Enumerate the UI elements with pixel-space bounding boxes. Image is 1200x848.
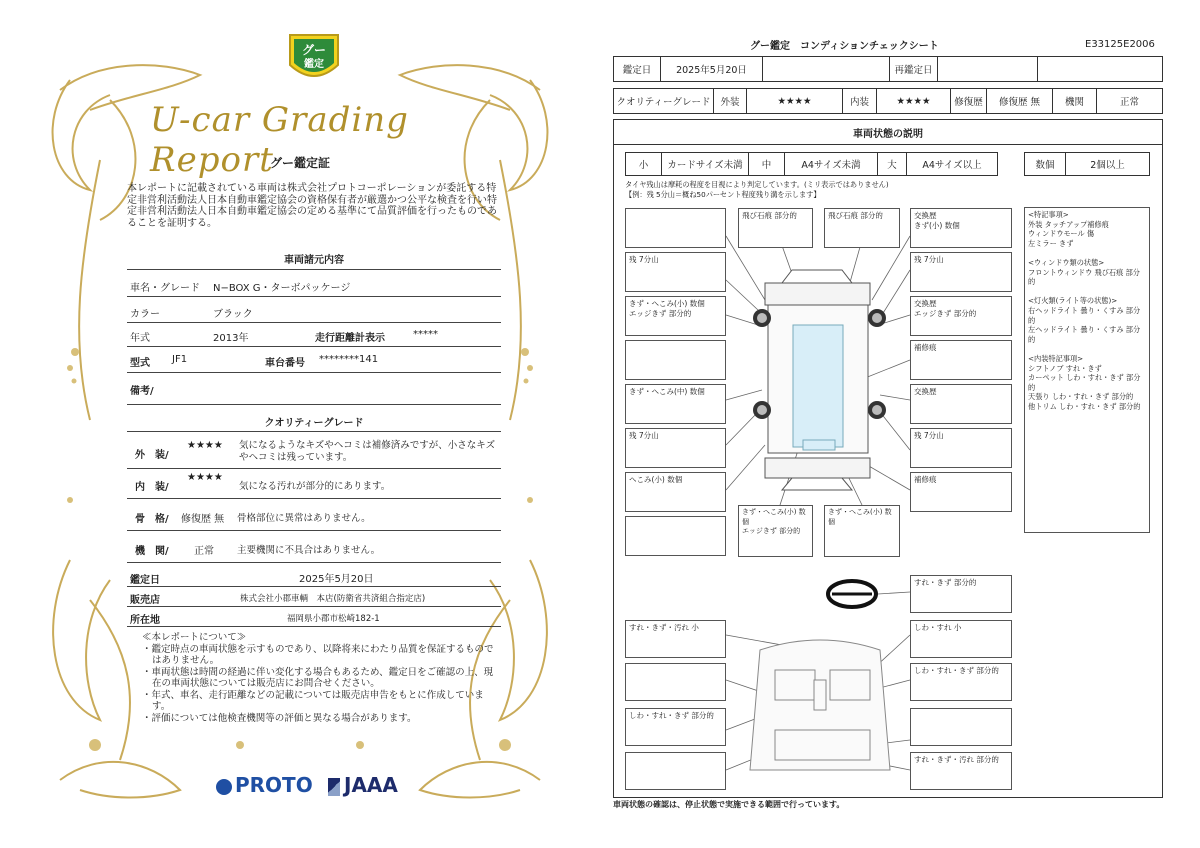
grade-title: クオリティーグレード: [264, 418, 364, 429]
quality-label: クオリティーグレード: [614, 89, 714, 113]
damage-box: 交換歴 きず(小) 数個: [910, 208, 1012, 248]
grade-row-interior: [127, 470, 501, 499]
badge-text-2: 鑑定: [304, 59, 324, 70]
damage-box: 補修痕: [910, 340, 1012, 380]
legend-medium: 中: [749, 153, 785, 175]
damage-box: きず・へこみ(小) 数個: [824, 505, 900, 557]
interior-box: すれ・きず 部分的: [910, 575, 1012, 613]
tire-box: 残 7分山: [910, 252, 1012, 292]
specs-divider: [127, 268, 501, 270]
section-title: 車両状態の説明: [613, 119, 1163, 145]
note-line: シフトノブ すれ・きず: [1028, 363, 1102, 373]
special-notes-box: [1024, 207, 1150, 533]
tire-note-1: タイヤ残山は摩耗の程度を目視により判定しています。(ミリ表示ではありません): [625, 180, 889, 189]
grade-row-engine: [127, 534, 501, 563]
sheet-id: E33125E2006: [1085, 39, 1155, 50]
note-line: <ウィンドウ類の状態>: [1028, 257, 1105, 267]
info-label: 所在地: [130, 615, 160, 626]
notes-title: ≪本レポートについて≫: [142, 632, 247, 643]
info-row-dealer: [127, 588, 501, 607]
interior-box: すれ・きず・汚れ 部分的: [910, 752, 1012, 790]
note-item: ・鑑定時点の車両状態を示すものであり、以降将来にわたり品質を保証するものではありません。: [142, 643, 494, 666]
legend-large: 大: [878, 153, 907, 175]
grade-text: 気になるようなキズやヘコミは補修済みですが、小さなキズやヘコミは残っています。: [239, 440, 496, 463]
grade-value: 正常: [194, 546, 214, 557]
note-line: 左ヘッドライト 曇り・くすみ 部分的: [1028, 325, 1141, 344]
note-item: ・車両状態は時間の経過に伴い変化する場合もあるため、鑑定日をご確認の上、現在の車両状態については販売店にお問合せください。: [142, 666, 494, 689]
spec-value: ブラック: [213, 309, 253, 320]
note-line: <灯火類(ライト等の状態)>: [1028, 296, 1118, 306]
legend-small: 小: [626, 153, 662, 175]
damage-box: 飛び石痕 部分的: [824, 208, 900, 248]
interior-label: 内装: [843, 89, 877, 113]
report-notes: [140, 632, 495, 724]
info-label: 鑑定日: [130, 575, 160, 586]
tire-box: 残 7分山: [910, 428, 1012, 468]
spec-value: N−BOX G・ターボパッケージ: [213, 283, 351, 294]
spec-row-year: [127, 324, 501, 347]
interior-box: しわ・すれ 小: [910, 620, 1012, 658]
legend-large-desc: A4サイズ以上: [922, 160, 982, 171]
info-row-address: [127, 608, 501, 627]
info-row-date: [127, 566, 501, 587]
tire-box: 残 7分山: [625, 252, 726, 292]
spec-value: ********141: [319, 354, 379, 365]
grade-text: 骨格部位に異常はありません。: [237, 513, 371, 524]
note-line: 天張り しわ・すれ・きず 部分的: [1028, 392, 1134, 402]
spec-label: 年式: [130, 333, 150, 344]
damage-box: きず・へこみ(小) 数個 エッジきず 部分的: [738, 505, 813, 557]
reinspect-label: 再鑑定日: [890, 57, 938, 81]
note-line: ウィンドウモール 傷: [1028, 229, 1095, 239]
grade-label: 内 装/: [135, 482, 169, 493]
grade-text: 気になる汚れが部分的にあります。: [239, 481, 391, 492]
condition-check-sheet: [600, 0, 1200, 848]
damage-box: 飛び石痕 部分的: [738, 208, 813, 248]
interior-box: [625, 663, 726, 701]
spec-label: 車名・グレード: [130, 283, 200, 294]
script-title: U-car Grading Report: [150, 100, 409, 180]
legend-count: 数個: [1025, 153, 1066, 175]
spec-value: 2013年: [213, 333, 249, 344]
note-line: フロントウィンドウ 飛び石痕 部分的: [1028, 267, 1140, 287]
grade-stars: ★★★★: [187, 472, 223, 483]
damage-box: きず・へこみ(中) 数個: [625, 384, 726, 424]
tire-note-2: 【例：残 5分山＝概ね50パーセント程度残り溝を示します】: [625, 190, 821, 199]
date-label: 鑑定日: [614, 57, 661, 81]
damage-box: 補修痕: [910, 472, 1012, 512]
interior-box: しわ・すれ・きず 部分的: [625, 708, 726, 746]
legend-small-desc: カードサイズ未満: [662, 153, 749, 175]
damage-box: へこみ(小) 数個: [625, 472, 726, 512]
spec-row-model: [127, 348, 501, 373]
sheet-title: グー鑑定 コンディションチェックシート: [750, 41, 939, 52]
note-spacer: [1028, 344, 1146, 354]
proto-logo-text: PROTO: [235, 773, 313, 797]
date-value: 2025年5月20日: [661, 57, 763, 81]
grade-row-exterior: [127, 434, 501, 469]
note-line: 左ミラー きず: [1028, 238, 1074, 248]
damage-box: 交換歴 エッジきず 部分的: [910, 296, 1012, 336]
info-label: 販売店: [130, 595, 160, 606]
spec-row-remarks: [127, 374, 501, 405]
damage-box: [625, 516, 726, 556]
repair-label: 修復歴: [951, 89, 987, 113]
tire-box: 残 7分山: [625, 428, 726, 468]
grade-row-frame: [127, 502, 501, 531]
info-value: 福岡県小郡市松崎182-1: [287, 614, 380, 624]
note-item: ・評価については他検査機関等の評価と異なる場合があります。: [142, 712, 417, 724]
note-line: カーペット しわ・すれ・きず 部分的: [1028, 373, 1141, 392]
spec-value: *****: [413, 329, 438, 340]
badge-text-1: グー: [301, 43, 326, 57]
legend-medium-desc: A4サイズ未満: [785, 153, 878, 175]
proto-logo: [216, 773, 313, 797]
spec-label: カラー: [130, 309, 160, 320]
damage-box: [625, 208, 726, 248]
note-item: ・年式、車名、走行距離などの記載については販売店申告をもとに作成しています。: [142, 689, 484, 712]
engine-value: 正常: [1119, 97, 1139, 108]
spec-row-name: [127, 272, 501, 297]
specs-title: 車両諸元内容: [284, 255, 344, 266]
grade-divider: [127, 430, 501, 432]
spec-row-color: [127, 298, 501, 323]
jaaa-logo-text: JAAA: [344, 773, 398, 797]
info-value: 2025年5月20日: [299, 574, 374, 585]
interior-stars: ★★★★: [877, 89, 951, 113]
spec-label: 走行距離計表示: [315, 333, 385, 344]
grade-label: 機 関/: [135, 546, 169, 557]
exterior-stars: ★★★★: [747, 89, 843, 113]
repair-value: 修復歴 無: [987, 89, 1053, 113]
grade-text: 主要機関に不具合はありません。: [237, 545, 381, 556]
engine-label: 機関: [1053, 89, 1097, 113]
certificate-body: 本レポートに記載されている車両は株式会社プロトコーポレーションが委託する特定非営利活動法人日本自動車鑑定協会の資格保有者が厳選かつ公平な検査を行い特定非営利活動法人日本自動車鑑定協会の定める基準にて品質評価を行ったものであることを証明する。: [127, 183, 497, 229]
grade-label: 外 装/: [135, 450, 169, 461]
note-line: 外装 タッチアップ補修痕: [1028, 219, 1109, 229]
damage-box: 交換歴: [910, 384, 1012, 424]
note-line: 右ヘッドライト 曇り・くすみ 部分的: [1028, 305, 1141, 325]
damage-box: きず・へこみ(小) 数個 エッジきず 部分的: [625, 296, 726, 336]
legend-count-desc: 2個以上: [1090, 160, 1125, 171]
spec-value: JF1: [172, 354, 188, 365]
note-line: <特記事項>: [1028, 210, 1069, 219]
grade-label: 骨 格/: [135, 514, 169, 525]
grade-value: 修復歴 無: [181, 514, 225, 525]
interior-box: すれ・きず・汚れ 小: [625, 620, 726, 658]
interior-box: しわ・すれ・きず 部分的: [910, 663, 1012, 701]
footer-note: 車両状態の確認は、停止状態で実施できる範囲で行っています。: [613, 800, 845, 809]
certificate-title: グー鑑定証: [269, 156, 330, 170]
spec-label: 車台番号: [265, 358, 305, 369]
note-spacer: [1028, 248, 1146, 258]
note-line: 他トリム しわ・すれ・きず 部分的: [1028, 401, 1141, 411]
note-line: <内装特記事項>: [1028, 353, 1084, 363]
damage-box: [625, 340, 726, 380]
jaaa-logo: [328, 773, 398, 797]
grade-stars: ★★★★: [187, 440, 223, 451]
exterior-label: 外装: [714, 89, 747, 113]
spec-label: 備考/: [130, 386, 154, 397]
info-value: 株式会社小郡車輌 本店(防衛省共済組合指定店): [240, 594, 426, 604]
note-spacer: [1028, 287, 1146, 297]
interior-box: [910, 708, 1012, 746]
spec-label: 型式: [130, 358, 150, 369]
interior-box: [625, 752, 726, 790]
goo-badge: [286, 31, 342, 87]
